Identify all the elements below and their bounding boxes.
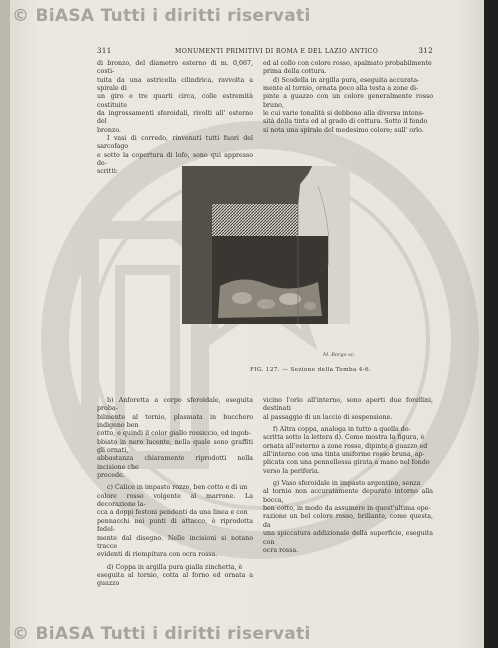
- text-line: al passaggio di un laccio di sospensione.: [263, 413, 393, 421]
- text-line: mente al tornio, ornata poco alla testa a zone di-: [263, 85, 419, 93]
- text-line: d) Coppa in argilla pura gialla zinchetta, è: [107, 563, 243, 571]
- running-title: MONUMENTI PRIMITIVI DI ROMA E DEL LAZIO ANTICO: [175, 48, 379, 55]
- text-line: mente dal disegno. Nelle incisioni si notano tracce: [97, 534, 253, 550]
- running-header: [97, 47, 433, 59]
- text-line: pinte a guazzo con un colore generalmente rosso bruno,: [263, 93, 433, 109]
- text-line: g) Vaso sferoidale in impasto argentino, senza: [273, 480, 421, 488]
- figure-caption: FIG. 127. — Sezione della Tomba 4-6.: [250, 367, 372, 373]
- text-line: da ingrossamenti sferoidali, rivolti all' esterno del: [97, 110, 253, 126]
- text-line: e sotto la copertura di lofo, sono qui appresso de-: [97, 151, 253, 168]
- text-line: razione un bel colore rosso, brillante, come questa, da: [263, 513, 433, 529]
- text-line: scritta sotto la lettera d). Come mostra la figura, è: [263, 434, 425, 442]
- page-number-right: 312: [418, 47, 433, 55]
- text-line: c) Calice in impasto rozzo, ben cotto e di un: [107, 484, 248, 492]
- page-number-left: 311: [97, 47, 112, 55]
- text-line: d) Scodella in argilla pura, eseguita accurata-: [273, 76, 420, 84]
- engraver-signature: M. Borgo sc.: [323, 352, 356, 358]
- left-column-bottom: [97, 397, 253, 589]
- text-line: b) Anforetta a corpo sferoidale, eseguita proba-: [97, 397, 253, 413]
- text-line: verso la periferia.: [263, 467, 320, 475]
- text-line: cca a doppi festoni pendenti da una linea e con: [97, 509, 248, 517]
- text-line: plicata con una pennellessa girata a mano nel fondo: [263, 459, 430, 467]
- text-line: bronzo.: [97, 126, 121, 134]
- text-line: sità della tinta ed al grado di cottura. Sotto il fondo: [263, 118, 428, 126]
- text-line: colore rosso volgente al marrone. La decorazione la-: [97, 492, 253, 509]
- text-line: ornata all'esterno a zone rosse, dipinte a guazzo ed: [263, 442, 428, 450]
- text-line: una spiccatura addizionale della superficie, eseguita con: [263, 530, 433, 546]
- text-line: f) Altra coppa, analoga in tutto a quella de-: [273, 426, 411, 434]
- text-line: vicino l'orlo all'interno, sono aperti due forellini, destinati: [263, 397, 433, 413]
- text-line: bbiato in nero lucente, nella quale sono graffiti gli ornati,: [97, 438, 253, 455]
- text-line: eseguita al tornio, cotta al forno ed ornata a guazzo: [97, 571, 253, 588]
- text-line: al tornio non accuratamente depurato intorno alla bocca,: [263, 488, 433, 504]
- tomb-section-illustration: [182, 166, 350, 324]
- text-line: si nota una spirale del medesimo colore; sull' orlo.: [263, 126, 424, 134]
- page-edge-left: [0, 0, 10, 648]
- text-line: abbastanza chiaramente riprodotti nella incisione che: [97, 455, 253, 471]
- text-line: all'interno con una tinta uniforme rosso bruna, ap-: [263, 451, 425, 459]
- text-line: bilmente al tornio, plasmata in bucchero indigeno ben: [97, 413, 253, 430]
- text-line: I vasi di corredo, rinvenuti tutti fuori del sarcofago: [97, 135, 253, 151]
- text-line: ben cotto, in modo da assumere in quest'ultima ope-: [263, 505, 431, 513]
- text-line: cotto, e quindi il color giallo rossiccio, ed ingob-: [97, 430, 251, 438]
- scanner-shadow-right: [484, 0, 498, 648]
- copyright-watermark-bottom: © BiASA Tutti i diritti riservati: [12, 624, 311, 644]
- text-line: precede.: [97, 472, 125, 480]
- text-line: pennacchi nei punti di attacco, è riprodotta fedel-: [97, 517, 253, 534]
- text-line: le cui varie tonalità si debbono alla diversa intens-: [263, 110, 425, 118]
- left-column-top: [97, 60, 253, 177]
- text-line: prima della cottura.: [263, 68, 327, 76]
- text-line: ed al collo con colore rosso, spalmato probabilmente: [263, 60, 432, 67]
- right-column-top: [263, 60, 433, 135]
- text-line: di bronzo, del diametro esterno di m. 0,067, costi-: [97, 60, 253, 76]
- text-line: ocra rossa.: [263, 546, 299, 554]
- text-line: scritti:: [97, 168, 118, 176]
- text-line: un giro e tre quarti circa, colle estremità costituite: [97, 93, 253, 109]
- copyright-watermark-top: © BiASA Tutti i diritti riservati: [12, 6, 311, 26]
- text-line: tuita da una astricella cilindrica, ravvolta a spirale di: [97, 76, 253, 93]
- text-line: evidenti di riempitura con ocra rossa.: [97, 551, 218, 559]
- right-column-bottom: [263, 397, 433, 555]
